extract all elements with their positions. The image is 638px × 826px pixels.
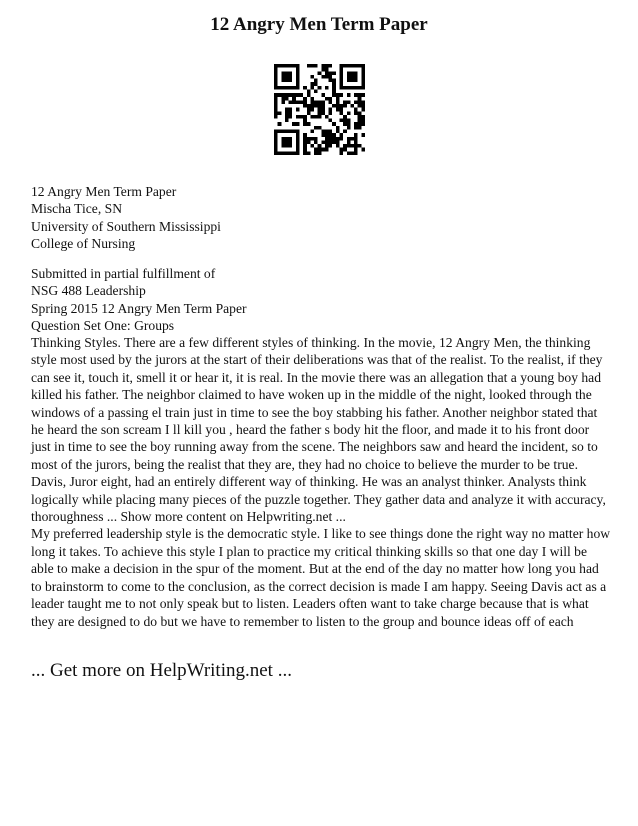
author-name: Mischa Tice, SN — [31, 201, 123, 217]
submission-line: Submitted in partial fulfillment of — [31, 266, 216, 281]
get-more-link[interactable]: ... Get more on HelpWriting.net ... — [31, 660, 292, 681]
author-info — [31, 183, 611, 253]
course-name: NSG 488 Leadership — [31, 283, 146, 299]
paragraph: Davis, Juror eight, had an entirely different way of thinking. He was an analyst thinker. Analysts think logically while placing many pieces of the puzzle together. They gather data and analyze it with accuracy, thoroughness ... Show more content on Helpwriting.net ... — [31, 474, 606, 525]
term-line: Spring 2015 12 Angry Men Term Paper — [31, 300, 247, 316]
submission-info — [31, 265, 611, 335]
paragraph: Thinking Styles. There are a few different styles of thinking. In the movie, 12 Angry Men, the thinking style most used by the jurors at the start of their deliberations was that of the realist. To the realist, if they can see it, touch it, smell it or hear it, it is real. In the movie there was an allegation that a young boy had killed his father. The neighbor claimed to have woken up in the middle of the night, looked through the windows of a passing el train just in time to see the boy stabbing his father. Another neighbor stated that he heard the son scream I ll kill you , heard the father s body hit the floor, and made it to his front door just in time to see the boy running away from the scene. The neighbors saw and heard the incident, so to most of the jurors, being the realist that they are, they had no choice to believe the murder to be true. — [31, 335, 603, 472]
body-text — [31, 334, 611, 630]
doc-title-line: 12 Angry Men Term Paper — [31, 184, 177, 199]
qr-code[interactable] — [274, 64, 365, 155]
question-set: Question Set One: Groups — [31, 318, 175, 334]
paragraph: My preferred leadership style is the democratic style. I like to see things done the right way no matter how long it takes. To achieve this style I plan to practice my critical thinking skills so that one day I will be able to make a decision in the spur of the moment. But at the end of the day no matter how long you had to brainstorm to come to the conclusion, as the correct decision is made I am happy. Seeing Davis act as a leader taught me to not only speak but to listen. Leaders often want to take charge because that is what they are designed to do but we have to remember to listen to the group and bounce ideas off of each — [31, 526, 611, 629]
college-name: College of Nursing — [31, 236, 136, 252]
page-title: 12 Angry Men Term Paper — [210, 14, 428, 35]
university-name: University of Southern Mississippi — [31, 218, 221, 234]
